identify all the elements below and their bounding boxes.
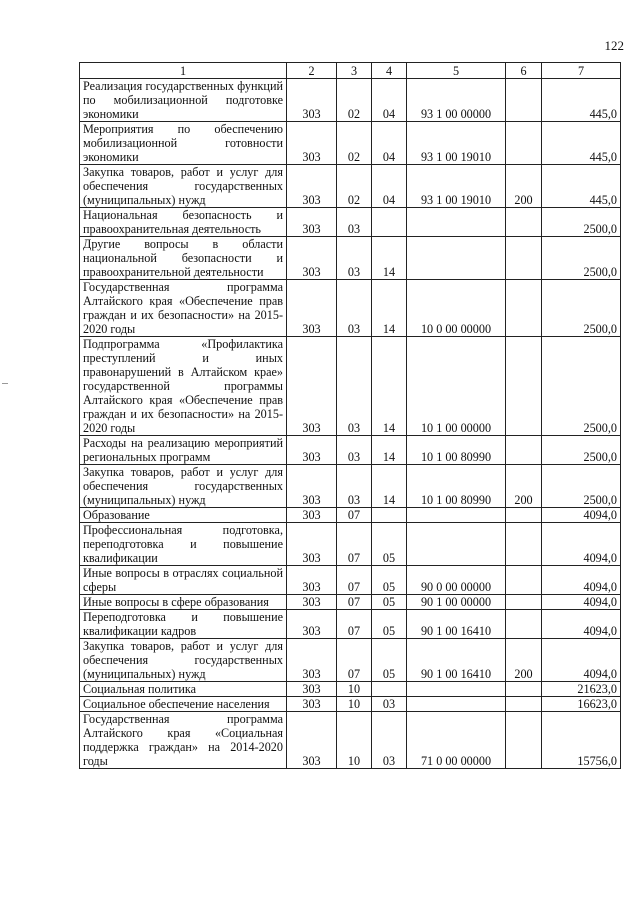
table-row <box>80 639 621 682</box>
row-subsection: 14 <box>372 280 407 337</box>
header-col-3: 3 <box>337 63 372 79</box>
header-col-1: 1 <box>80 63 287 79</box>
row-section: 03 <box>337 208 372 237</box>
row-amount: 4094,0 <box>542 610 621 639</box>
table-row <box>80 280 621 337</box>
row-amount: 2500,0 <box>542 280 621 337</box>
table-row <box>80 595 621 610</box>
header-col-4: 4 <box>372 63 407 79</box>
table-row <box>80 523 621 566</box>
row-amount: 16623,0 <box>542 697 621 712</box>
row-name: Закупка товаров, работ и услуг для обеспечения государственных (муниципальных) нужд <box>80 465 287 508</box>
table-body <box>80 79 621 769</box>
row-subsection: 03 <box>372 712 407 769</box>
table-row <box>80 337 621 436</box>
row-expense-type <box>506 79 542 122</box>
row-subsection: 14 <box>372 465 407 508</box>
row-expense-type <box>506 237 542 280</box>
row-expense-type: 200 <box>506 165 542 208</box>
row-expense-type: 200 <box>506 465 542 508</box>
row-name: Другие вопросы в области национальной безопасности и правоохранительной деятельности <box>80 237 287 280</box>
row-subsection <box>372 208 407 237</box>
row-target-code: 90 1 00 16410 <box>407 639 506 682</box>
row-name: Государственная программа Алтайского края «Социальная поддержка граждан» на 2014-2020 годы <box>80 712 287 769</box>
row-expense-type: 200 <box>506 639 542 682</box>
row-expense-type <box>506 280 542 337</box>
row-admin-code: 303 <box>287 639 337 682</box>
header-row <box>80 63 621 79</box>
row-target-code: 93 1 00 19010 <box>407 122 506 165</box>
row-amount: 4094,0 <box>542 566 621 595</box>
row-subsection: 05 <box>372 610 407 639</box>
table-row <box>80 79 621 122</box>
row-target-code: 90 1 00 00000 <box>407 595 506 610</box>
row-admin-code: 303 <box>287 682 337 697</box>
row-section: 03 <box>337 337 372 436</box>
row-amount: 2500,0 <box>542 237 621 280</box>
header-col-2: 2 <box>287 63 337 79</box>
row-name: Закупка товаров, работ и услуг для обеспечения государственных (муниципальных) нужд <box>80 165 287 208</box>
row-expense-type <box>506 208 542 237</box>
row-target-code: 10 1 00 80990 <box>407 436 506 465</box>
header-col-6: 6 <box>506 63 542 79</box>
row-admin-code: 303 <box>287 465 337 508</box>
row-section: 07 <box>337 610 372 639</box>
row-target-code: 10 1 00 00000 <box>407 337 506 436</box>
row-admin-code: 303 <box>287 208 337 237</box>
row-expense-type <box>506 508 542 523</box>
row-subsection: 14 <box>372 237 407 280</box>
row-name: Профессиональная подготовка, переподготовка и повышение квалификации <box>80 523 287 566</box>
row-admin-code: 303 <box>287 712 337 769</box>
row-expense-type <box>506 682 542 697</box>
row-subsection: 04 <box>372 165 407 208</box>
row-subsection: 04 <box>372 122 407 165</box>
row-target-code <box>407 523 506 566</box>
row-subsection <box>372 508 407 523</box>
row-section: 02 <box>337 79 372 122</box>
row-name: Иные вопросы в сфере образования <box>80 595 287 610</box>
row-amount: 445,0 <box>542 165 621 208</box>
row-target-code <box>407 508 506 523</box>
row-section: 10 <box>337 712 372 769</box>
table-row <box>80 122 621 165</box>
row-admin-code: 303 <box>287 595 337 610</box>
header-col-7: 7 <box>542 63 621 79</box>
row-section: 07 <box>337 595 372 610</box>
row-expense-type <box>506 566 542 595</box>
row-section: 07 <box>337 566 372 595</box>
row-amount: 445,0 <box>542 79 621 122</box>
row-admin-code: 303 <box>287 337 337 436</box>
row-section: 07 <box>337 639 372 682</box>
row-target-code <box>407 697 506 712</box>
table-row <box>80 465 621 508</box>
row-amount: 4094,0 <box>542 595 621 610</box>
row-subsection: 04 <box>372 79 407 122</box>
row-subsection: 14 <box>372 337 407 436</box>
row-name: Закупка товаров, работ и услуг для обеспечения государственных (муниципальных) нужд <box>80 639 287 682</box>
row-expense-type <box>506 337 542 436</box>
row-target-code: 71 0 00 00000 <box>407 712 506 769</box>
row-name: Национальная безопасность и правоохранительная деятельность <box>80 208 287 237</box>
row-amount: 4094,0 <box>542 508 621 523</box>
budget-table <box>79 62 621 769</box>
row-target-code: 10 0 00 00000 <box>407 280 506 337</box>
margin-mark <box>2 383 8 384</box>
row-amount: 4094,0 <box>542 523 621 566</box>
row-admin-code: 303 <box>287 436 337 465</box>
row-target-code <box>407 237 506 280</box>
row-target-code <box>407 208 506 237</box>
row-subsection: 14 <box>372 436 407 465</box>
row-amount: 2500,0 <box>542 337 621 436</box>
row-expense-type <box>506 122 542 165</box>
row-section: 02 <box>337 122 372 165</box>
row-target-code: 90 0 00 00000 <box>407 566 506 595</box>
row-subsection: 05 <box>372 566 407 595</box>
row-section: 03 <box>337 465 372 508</box>
row-admin-code: 303 <box>287 566 337 595</box>
table-row <box>80 682 621 697</box>
row-name: Подпрограмма «Профилактика преступлений и иных правонарушений в Алтайском крае» государственной программы Алтайского края «Обеспечение прав граждан и их безопасности» на 2015-2020 годы <box>80 337 287 436</box>
row-target-code: 10 1 00 80990 <box>407 465 506 508</box>
row-section: 03 <box>337 280 372 337</box>
page-number: 122 <box>604 38 624 53</box>
row-target-code: 93 1 00 19010 <box>407 165 506 208</box>
row-admin-code: 303 <box>287 508 337 523</box>
row-subsection: 05 <box>372 639 407 682</box>
row-admin-code: 303 <box>287 79 337 122</box>
row-admin-code: 303 <box>287 122 337 165</box>
row-subsection: 03 <box>372 697 407 712</box>
row-admin-code: 303 <box>287 697 337 712</box>
row-target-code: 90 1 00 16410 <box>407 610 506 639</box>
row-name: Государственная программа Алтайского края «Обеспечение прав граждан и их безопасности» на 2015-2020 годы <box>80 280 287 337</box>
header-col-5: 5 <box>407 63 506 79</box>
row-admin-code: 303 <box>287 610 337 639</box>
row-target-code: 93 1 00 00000 <box>407 79 506 122</box>
row-subsection: 05 <box>372 595 407 610</box>
row-amount: 15756,0 <box>542 712 621 769</box>
row-expense-type <box>506 595 542 610</box>
row-section: 03 <box>337 436 372 465</box>
table-row <box>80 165 621 208</box>
row-admin-code: 303 <box>287 237 337 280</box>
row-section: 07 <box>337 508 372 523</box>
table-row <box>80 610 621 639</box>
row-amount: 2500,0 <box>542 208 621 237</box>
row-expense-type <box>506 712 542 769</box>
row-admin-code: 303 <box>287 165 337 208</box>
row-name: Иные вопросы в отраслях социальной сферы <box>80 566 287 595</box>
row-amount: 21623,0 <box>542 682 621 697</box>
row-expense-type <box>506 436 542 465</box>
table-row <box>80 697 621 712</box>
row-name: Образование <box>80 508 287 523</box>
row-name: Мероприятия по обеспечению мобилизационной готовности экономики <box>80 122 287 165</box>
row-amount: 4094,0 <box>542 639 621 682</box>
row-amount: 2500,0 <box>542 465 621 508</box>
row-subsection <box>372 682 407 697</box>
row-name: Социальная политика <box>80 682 287 697</box>
row-amount: 445,0 <box>542 122 621 165</box>
row-section: 10 <box>337 697 372 712</box>
row-name: Реализация государственных функций по мобилизационной подготовке экономики <box>80 79 287 122</box>
row-name: Социальное обеспечение населения <box>80 697 287 712</box>
row-name: Переподготовка и повышение квалификации кадров <box>80 610 287 639</box>
table-row <box>80 508 621 523</box>
row-name: Расходы на реализацию мероприятий региональных программ <box>80 436 287 465</box>
table-row <box>80 436 621 465</box>
table-row <box>80 566 621 595</box>
row-subsection: 05 <box>372 523 407 566</box>
row-expense-type <box>506 697 542 712</box>
row-section: 02 <box>337 165 372 208</box>
row-admin-code: 303 <box>287 280 337 337</box>
row-admin-code: 303 <box>287 523 337 566</box>
table-row <box>80 237 621 280</box>
row-target-code <box>407 682 506 697</box>
row-expense-type <box>506 610 542 639</box>
table-row <box>80 712 621 769</box>
row-amount: 2500,0 <box>542 436 621 465</box>
table-row <box>80 208 621 237</box>
row-section: 07 <box>337 523 372 566</box>
row-section: 10 <box>337 682 372 697</box>
row-expense-type <box>506 523 542 566</box>
row-section: 03 <box>337 237 372 280</box>
